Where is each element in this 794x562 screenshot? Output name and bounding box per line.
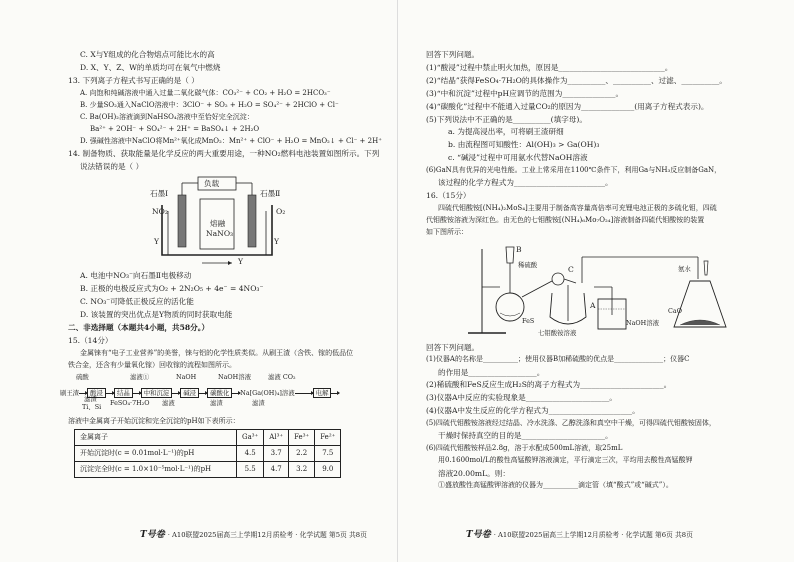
fig-melt-label: 熔融 (210, 219, 226, 229)
q15-sub-5-option-b: b. 由流程图可知酸性：Al(OH)₃ > Ga(OH)₃ (448, 140, 600, 150)
table-header-cell: 金属离子 (75, 430, 237, 446)
fig-load-label: 负载 (204, 179, 220, 189)
q16-sub-5: (5)四硫代钼酸铵溶液经过结晶、冷水洗涤、乙醇洗涤和真空中干燥，可得四硫代钼酸铵固体， (426, 419, 716, 428)
q16-sub-4: (4)仪器A中发生反应的化学方程式为______________________。 (426, 406, 640, 416)
q16-answer-intro: 回答下列问题。 (426, 342, 480, 352)
table-cell: 2.2 (289, 446, 315, 462)
flow-step-neutralize: 中和沉淀 (141, 388, 173, 398)
table-header-cell: Fe³⁺ (289, 430, 315, 446)
q15-sub-5-option-c: c. “碱浸”过程中可用氨水代替NaOH溶液 (448, 153, 588, 163)
fig-y-label-bottom: Y (238, 257, 244, 267)
q14-option-b: B. 正极的电极反应式为O₂ + 2N₂O₅ + 4e⁻ = 4NO₃⁻ (80, 284, 264, 294)
q16-sub-1: (1)仪器A的名称是__________；使用仪器B加稀硫酸的优点是______________；仪器C (426, 355, 690, 364)
q15-sub-1: (1)“酸浸”过程中禁止明火加热，原因是____________________________。 (426, 62, 673, 72)
q14-option-d: D. 该装置的突出优点是Y物质的同时获取电能 (80, 309, 233, 319)
fig-graphite-1-label: 石墨Ⅰ (150, 189, 169, 199)
table-header-cell: Fe²⁺ (315, 430, 341, 446)
flow-naoh-solution-label: NaOH溶液 (218, 372, 251, 381)
q14-stem-2: 说法错误的是（ ） (80, 162, 144, 172)
q13-option-a: A. 向饱和纯碱溶液中通入过量二氧化碳气体：CO₃²⁻ + CO₂ + H₂O = 2HCO₃⁻ (80, 88, 331, 97)
q14-stem-1: 14. 制备物质、获取能量是化学反应的两大重要用途，一种NO₂燃料电池装置如图所示。下列 (68, 149, 380, 159)
fuel-cell-figure (68, 175, 385, 267)
flow-residue-1: 滤渣 (84, 394, 97, 403)
q15-sub-4: (4)“碳酸化”过程中不能通入过量CO₂的原因为______________(用离子方程式表示)。 (426, 101, 709, 111)
q16-paragraph-2: 代钼酸铵溶液为深红色。由无色的七钼酸铵[(NH₄)₆Mo₇O₂₄]溶液制备四硫代钼酸铵的装置 (426, 216, 705, 225)
table-cell: 开始沉淀时(c = 0.01mol·L⁻¹)的pH (75, 446, 237, 462)
q15-answer-intro: 回答下列问题。 (426, 50, 480, 59)
fig-label-naoh: NaOH溶液 (626, 318, 659, 327)
fig-nano3-label: NaNO₃ (206, 229, 234, 239)
flow-step-alkali-leach: 碱浸 (180, 388, 199, 398)
q15-paragraph-3: 溶液中金属离子开始沉淀和完全沉淀的pH如下表所示： (68, 416, 240, 425)
fig-no2-label: NO₂ (152, 207, 168, 217)
fig-label-a: A (590, 300, 596, 310)
q14-option-c: C. NO₃⁻可降低正极反应的活化能 (80, 297, 194, 307)
table-cell: 沉淀完全时(c = 1.0×10⁻⁵mol·L⁻¹)的pH (75, 462, 237, 478)
q15-sub-6-cont: 该过程的化学方程式为________________________。 (438, 178, 613, 188)
table-cell: 9.0 (315, 462, 341, 478)
fig-label-solution: 七钼酸铵溶液 (538, 328, 577, 337)
fig-label-fes: FeS (522, 316, 535, 325)
footer-text: · A10联盟2025届高三上学期12月质检考 · 化学试题 第6页 共8页 (493, 531, 693, 540)
q16-paragraph-1: 四硫代钼酸铵[(NH₄)₂MoS₄]主要用于制备高容量高倍率可充锂电池正极的多硫化钼，四硫 (438, 204, 717, 213)
footer-text: · A10联盟2025届高三上学期12月质检考 · 化学试题 第5页 共8页 (167, 531, 367, 540)
flow-residue-5: 滤渣 (252, 398, 265, 407)
flow-naoh-label: NaOH (176, 372, 197, 381)
process-flow (60, 372, 385, 413)
q15-sub-5: (5)下列说法中不正确的是__________(填字母)。 (426, 114, 587, 124)
q13-option-b: B. 少量SO₂通入NaClO溶液中：3ClO⁻ + SO₂ + H₂O = SO₄²⁻ + 2HClO + Cl⁻ (80, 100, 339, 109)
q16-sub-3: (3)仪器A中反应的实验现象是______________________。 (426, 393, 617, 403)
q15-sub-3: (3)“中和沉淀”过程中pH应调节的范围为______________。 (426, 88, 624, 98)
flow-filtrate2-label: 滤液 CO₂ (268, 372, 296, 381)
table-cell: 3.2 (289, 462, 315, 478)
flow-step-electrolysis: 电解 (313, 388, 332, 398)
q15-sub-5-option-a: a. 为提高浸出率，可将刷王渣研细 (448, 127, 564, 137)
q15-paragraph-1: 金属铼有“电子工业营养”的美誉，铼与铝的化学性质类似。从刷王渣（含铁、镓的低品位 (80, 348, 354, 357)
table-cell: 3.7 (264, 446, 289, 462)
fig-label-b: B (516, 244, 522, 254)
left-column (60, 50, 385, 478)
q16-number: 16.（15分） (426, 191, 471, 201)
apparatus-diagram (434, 241, 734, 339)
fig-label-c: C (568, 264, 574, 274)
fig-label-cao: CaO (668, 306, 682, 315)
q15-sub-2: (2)“结晶”获得FeSO₄·7H₂O的具体操作为__________、__________、过滤、__________。 (426, 75, 727, 85)
flow-step-crystallize: 结晶 (114, 388, 133, 398)
table-cell: 7.5 (315, 446, 341, 462)
flow-residue-3: 滤液 (162, 398, 175, 407)
q15-number: 15.（14分） (68, 335, 113, 345)
fig-label-acid: 稀硫酸 (518, 260, 538, 269)
q16-sub-6-cont-1: 用0.1600mol/L的酸性高锰酸钾溶液滴定，平行滴定三次，平均用去酸性高锰酸钾 (438, 456, 693, 465)
table-header-cell: Al³⁺ (264, 430, 289, 446)
table-header-row (75, 430, 341, 446)
q13-option-c-equation: Ba²⁺ + 2OH⁻ + SO₄²⁻ + 2H⁺ = BaSO₄↓ + 2H₂O (90, 125, 260, 134)
q14-option-a: A. 电池中NO₃⁻向石墨Ⅱ电极移动 (80, 271, 192, 281)
table-row (75, 462, 341, 478)
q13-option-c: C. Ba(OH)₂溶液滴到NaHSO₄溶液中至恰好完全沉淀： (80, 113, 254, 121)
q16-sub-6-part-1: ①盛放酸性高锰酸钾溶液的仪器为__________滴定管（填“酸式”或“碱式”）。 (438, 481, 673, 490)
flow-acid-label: 硫酸 (76, 372, 89, 381)
fig-graphite-2-label: 石墨Ⅱ (260, 189, 281, 199)
q16-sub-1-cont: 的作用是__________________。 (438, 367, 545, 377)
q13-option-d: D. 强碱性溶液中NaClO将Mn²⁺氧化成MnO₂：Mn²⁺ + ClO⁻ + H₂O = MnO₂↓ + Cl⁻ + 2H⁺ (80, 137, 382, 146)
q16-sub-2: (2)稀硫酸和FeS反应生成H₂S的离子方程式为______________________。 (426, 380, 672, 390)
q12-option-d: D. X、Y、Z、W的单质均可在氧气中燃烧 (80, 62, 221, 72)
left-footer (140, 530, 367, 542)
table-cell: 4.5 (237, 446, 264, 462)
flow-residue-4: 滤渣 (210, 398, 223, 407)
flow-step-acid-leach: 酸浸 (87, 388, 106, 398)
q16-sub-5-cont: 干燥时保持真空的目的是______________________。 (438, 431, 613, 441)
ion-ph-table (74, 429, 341, 478)
flow-row (60, 388, 339, 398)
apparatus-figure (426, 241, 742, 339)
fig-label-ammonia: 氨水 (678, 264, 691, 273)
flow-residue-2: FeSO₄·7H₂O (110, 398, 150, 407)
flow-product: Na[Ga(OH)₄]溶液 (240, 388, 295, 397)
q16-sub-6: (6)四硫代钼酸铵样品2.8g，溶于水配成500mL溶液，取25mL (426, 444, 623, 453)
page-right (397, 0, 794, 562)
q12-option-c: C. X与Y组成的化合物熔点可能比水的高 (80, 50, 215, 59)
q15-paragraph-2: 铁合金，还含有少量氧化镓）回收镓的流程如图所示。 (68, 360, 236, 369)
flow-filtrate1-label: 滤液① (130, 372, 150, 381)
fig-o2-label: O₂ (276, 207, 286, 217)
fig-y-label-left: Y (154, 237, 160, 247)
flow-step-carbonation: 碳酸化 (207, 388, 232, 398)
flow-residue-1b: Ti、Si (82, 402, 102, 411)
section-2-title: 二、非选择题（本题共4小题，共58分。） (68, 322, 210, 332)
q15-sub-6: (6)GaN具有优异的光电性能。工业上常采用在1100℃条件下，利用Ga与NH₃反应制备GaN， (426, 166, 722, 175)
q16-paragraph-3: 如下图所示： (426, 228, 468, 237)
table-header-cell: Ga³⁺ (237, 430, 264, 446)
q13-stem: 13. 下列离子方程式书写正确的是（ ） (68, 75, 199, 85)
fig-y-label-right: Y (274, 237, 280, 247)
right-footer (466, 530, 693, 542)
q16-sub-6-cont-2: 溶液20.00mL。则： (438, 468, 510, 478)
table-row (75, 446, 341, 462)
flow-start: 刷王渣 (60, 388, 80, 397)
footer-brand-logo: T号卷 (140, 530, 165, 541)
right-column (426, 50, 742, 494)
footer-brand-logo: T号卷 (466, 530, 491, 541)
table-cell: 4.7 (264, 462, 289, 478)
table-cell: 5.5 (237, 462, 264, 478)
